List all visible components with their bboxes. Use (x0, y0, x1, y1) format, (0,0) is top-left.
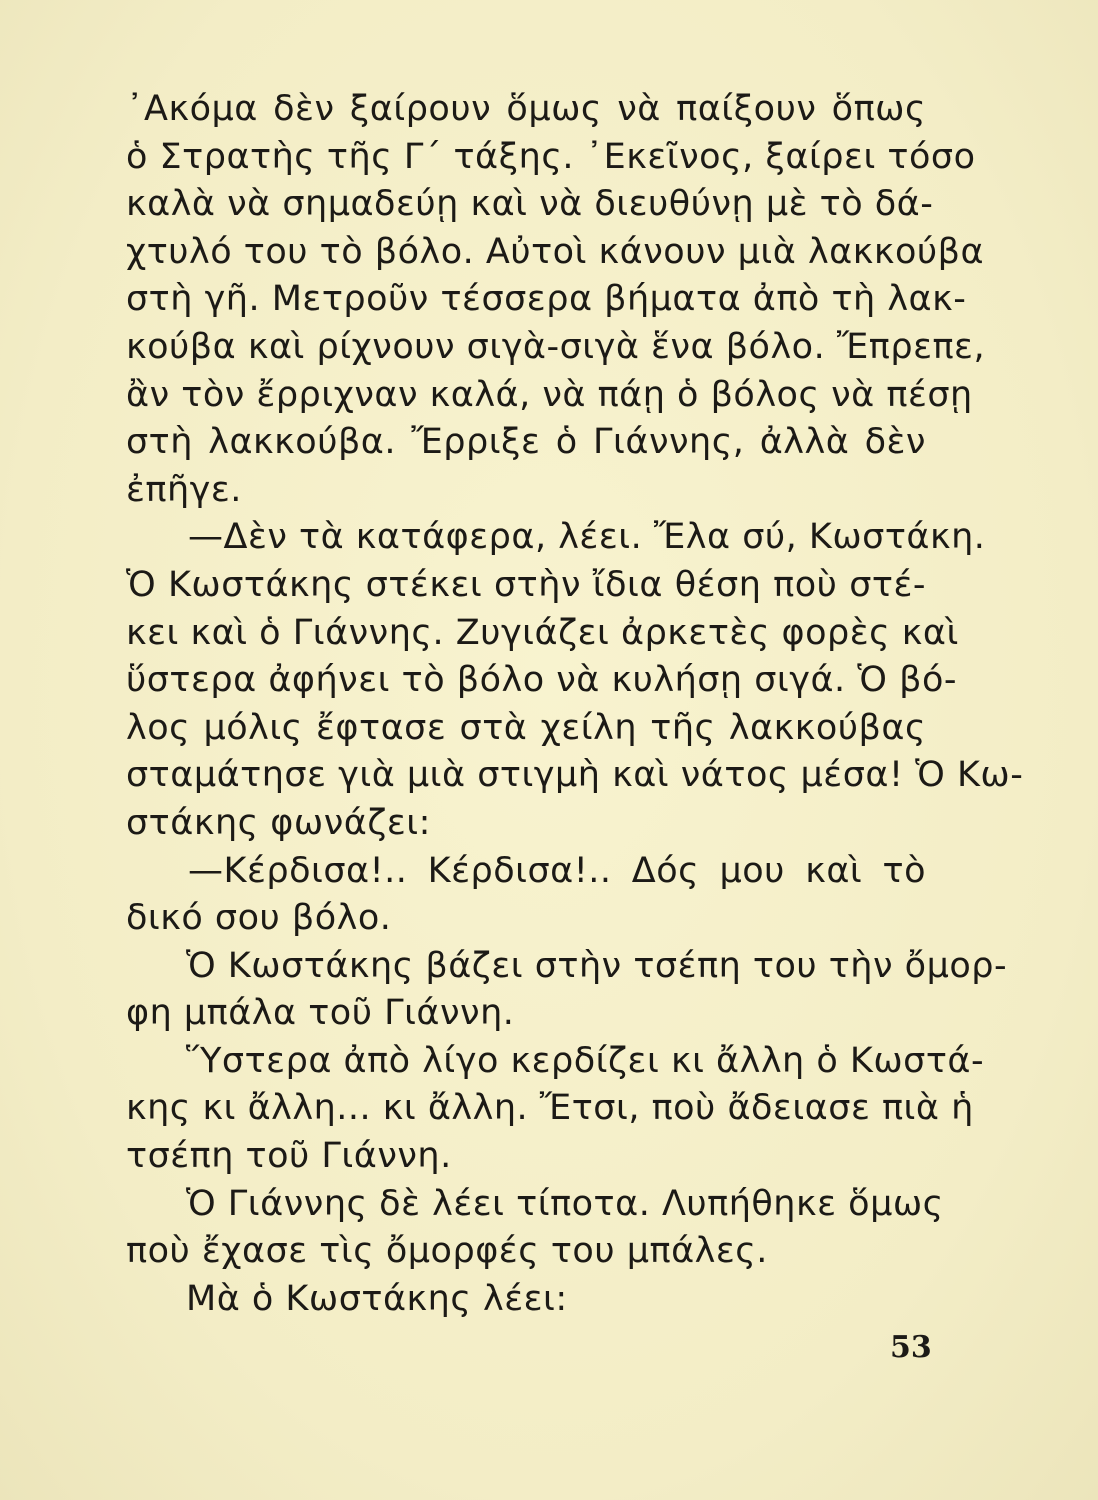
text-line: φη μπάλα τοῦ Γιάννη. (126, 993, 515, 1034)
text-line: κει καὶ ὁ Γιάννης. Ζυγιάζει ἀρκετὲς φορὲς καὶ (126, 612, 959, 653)
text-line: χτυλό του τὸ βόλο. Αὐτοὶ κάνουν μιὰ λακκούβα (126, 231, 985, 272)
text-line: στὴ λακκούβα. Ἔρριξε ὁ Γιάννης, ἀλλὰ δὲν (126, 422, 926, 463)
paragraph-start-line: Ὁ Γιάννης δὲ λέει τίποτα. Λυπήθηκε ὅμως (186, 1183, 944, 1224)
text-line: ἐπῆγε. (126, 469, 242, 510)
page-number: 53 (890, 1330, 932, 1365)
text-line: ὁ Στρατὴς τῆς Γ΄ τάξης. ᾽Εκεῖνος, ξαίρει τόσο (126, 136, 976, 177)
paragraph-start-line: Ὕστερα ἀπὸ λίγο κερδίζει κι ἄλλη ὁ Κωστά- (186, 1040, 985, 1081)
text-line: τσέπη τοῦ Γιάννη. (126, 1136, 452, 1177)
text-line: καλὰ νὰ σημαδεύῃ καὶ νὰ διευθύνῃ μὲ τὸ δά- (126, 184, 934, 225)
text-line: ᾽Ακόμα δὲν ξαίρουν ὅμως νὰ παίξουν ὅπως (126, 89, 926, 129)
text-line: ὕστερα ἀφήνει τὸ βόλο νὰ κυλήσῃ σιγά. Ὁ βό- (126, 660, 957, 701)
dialogue-line: —Κέρδισα!.. Κέρδισα!.. Δός μου καὶ τὸ (188, 850, 926, 891)
text-line: στὴ γῆ. Μετροῦν τέσσερα βήματα ἀπὸ τὴ λακ- (126, 279, 967, 320)
text-line: κούβα καὶ ρίχνουν σιγὰ-σιγὰ ἕνα βόλο. Ἔπρεπε, (126, 326, 986, 367)
paragraph-start-line: Ὁ Κωστάκης βάζει στὴν τσέπη του τὴν ὄμορ- (186, 945, 1008, 986)
text-line: Ὁ Κωστάκης στέκει στὴν ἴδια θέση ποὺ στέ- (126, 564, 926, 605)
text-line: ἂν τὸν ἔρριχναν καλά, νὰ πάῃ ὁ βόλος νὰ πέσῃ (126, 374, 973, 415)
paragraph-start-line: Μὰ ὁ Κωστάκης λέει: (186, 1278, 568, 1319)
dialogue-line: —Δὲν τὰ κατάφερα, λέει. Ἔλα σύ, Κωστάκη. (188, 517, 986, 558)
text-line: κης κι ἄλλη... κι ἄλλη. Ἔτσι, ποὺ ἄδειασε πιὰ ἡ (126, 1088, 974, 1129)
text-line: λος μόλις ἔφτασε στὰ χείλη τῆς λακκούβας (126, 707, 926, 748)
text-line: δικό σου βόλο. (126, 898, 392, 939)
body-text (126, 86, 1024, 1323)
text-line: στάκης φωνάζει: (126, 802, 431, 843)
text-line: σταμάτησε γιὰ μιὰ στιγμὴ καὶ νάτος μέσα! Ὁ Κω- (126, 755, 1024, 796)
text-line: ποὺ ἔχασε τὶς ὄμορφές του μπάλες. (126, 1231, 768, 1272)
